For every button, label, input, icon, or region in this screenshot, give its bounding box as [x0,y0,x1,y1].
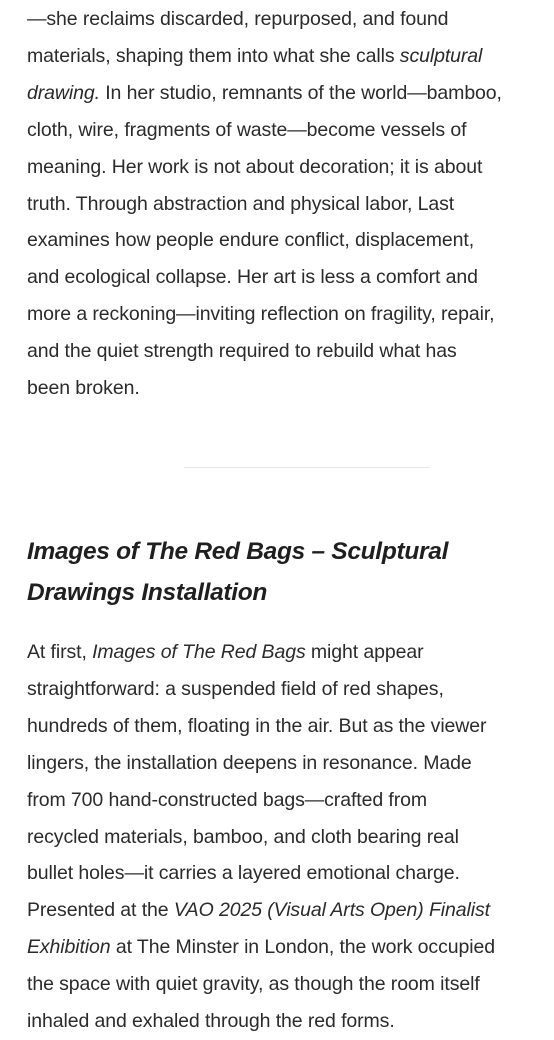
article-paragraph [27,1,502,407]
section-divider [184,467,430,468]
paragraph-line: more a reckoning—inviting reflection on fragility, repair, [27,303,495,326]
article-paragraph [27,634,495,1040]
paragraph-line: and ecological collapse. Her art is less a comfort and [27,266,478,289]
heading-line: Drawings Installation [27,579,268,606]
paragraph-line: Exhibition at The Minster in London, the work occupied [27,936,495,959]
emphasis-text: Images of The Red Bags [92,641,306,663]
paragraph-line: the space with quiet gravity, as though the room itself [27,973,480,996]
emphasis-text: Exhibition [27,936,111,959]
paragraph-line: recycled materials, bamboo, and cloth bearing real [27,825,459,848]
paragraph-line: inhaled and exhaled through the red forms. [27,1010,395,1033]
section-heading [27,531,448,613]
paragraph-line: truth. Through abstraction and physical labor, Last [27,192,455,215]
paragraph-line: Presented at the VAO 2025 (Visual Arts Open) Finalist [27,899,490,922]
paragraph-line: materials, shaping them into what she calls sculptural [27,44,483,67]
paragraph-line: hundreds of them, floating in the air. But as the viewer [27,714,487,737]
heading-line: Images of The Red Bags – Sculptural [27,538,449,565]
emphasis-text: sculptural [399,44,483,67]
paragraph-line: straightforward: a suspended field of red shapes, [27,677,444,700]
paragraph-line: —she reclaims discarded, repurposed, and found [27,8,449,30]
emphasis-text: VAO 2025 (Visual Arts Open) Finalist [173,899,490,922]
paragraph-line: drawing. In her studio, remnants of the world—bamboo, [27,81,502,104]
paragraph-line: At first, Images of The Red Bags might appear [27,641,424,663]
paragraph-line: examines how people endure conflict, displacement, [27,229,475,252]
paragraph-line: from 700 hand-constructed bags—crafted from [27,788,427,811]
paragraph-line: lingers, the installation deepens in resonance. Made [27,751,472,774]
paragraph-line: and the quiet strength required to rebuild what has [27,340,457,363]
emphasis-text: drawing. [27,81,100,104]
paragraph-line: meaning. Her work is not about decoration; it is about [27,155,483,178]
paragraph-line: bullet holes—it carries a layered emotional charge. [27,862,460,885]
paragraph-line: been broken. [27,377,140,400]
paragraph-line: cloth, wire, fragments of waste—become vessels of [27,118,467,141]
